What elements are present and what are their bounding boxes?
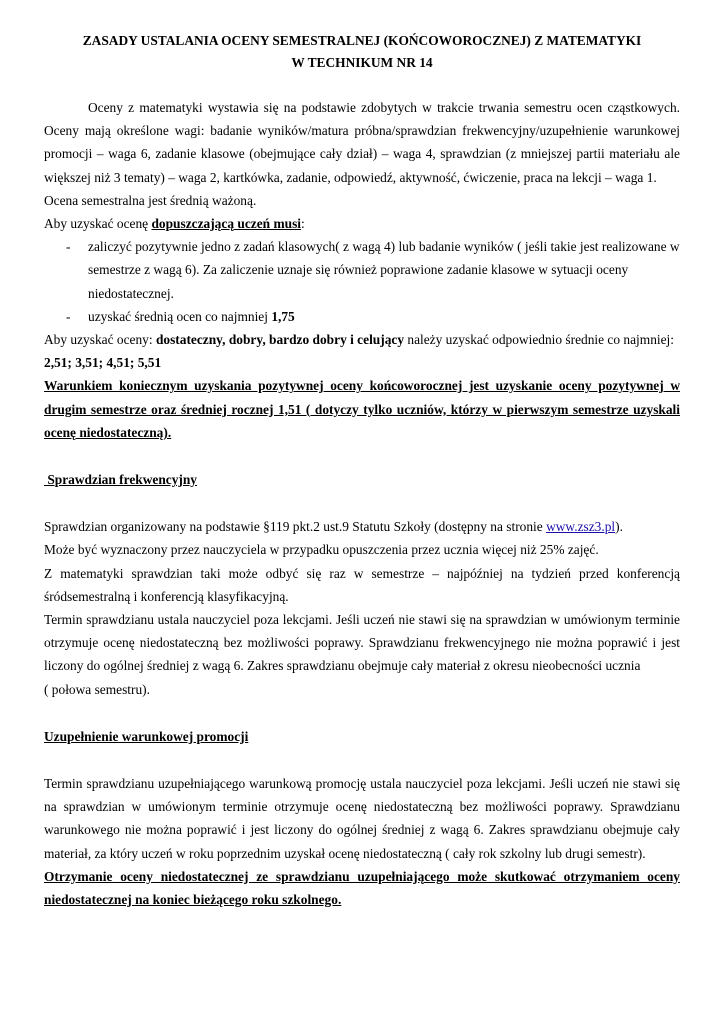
title-line-1: ZASADY USTALANIA OCENY SEMESTRALNEJ (KOŃCOWOROCZNEJ) Z MATEMATYKI	[82, 33, 642, 48]
conditional-promotion-warning: Otrzymanie oceny niedostatecznej ze sprawdzianu uzupełniającego może skutkować otrzymaniem oceny niedostatecznej na koniec bieżącego roku szkolnego.	[44, 868, 680, 908]
requirements-list	[44, 235, 680, 328]
school-website-link[interactable]: www.zsz3.pl	[546, 519, 616, 535]
attendance-test-scope: ( połowa semestru).	[44, 681, 150, 697]
attendance-test-rules: Termin sprawdzianu ustala nauczyciel poza lekcjami. Jeśli uczeń nie stawi się na sprawdzian w umówionym terminie otrzymuje ocenę niedostateczną bez możliwości poprawy. Sprawdzianu frekwencyjnego nie można poprawić i jest liczony do ogólnej średniej z wagą 6. Zakres sprawdzianu obejmuje cały materiał z okresu nieobecności ucznia	[44, 612, 680, 674]
passing-suffix: :	[301, 216, 305, 232]
list-item: - zaliczyć pozytywnie jedno z zadań klasowych( z wagą 4) lub badanie wyników ( jeśli takie jest realizowane w semestrze z wagą 6). Za zaliczenie uznaje się również poprawione zadanie klasowe w sytuacji oceny niedostatecznej.	[66, 239, 680, 301]
section-heading-conditional-promotion: Uzupełnienie warunkowej promocji	[44, 728, 249, 744]
min-average-value: 1,75	[271, 308, 295, 324]
document-page	[44, 30, 680, 911]
list-item: - uzyskać średnią ocen co najmniej 1,75	[66, 308, 295, 324]
title-line-2: W TECHNIKUM NR 14	[291, 55, 433, 70]
higher-grades-requirement: Aby uzyskać oceny: dostateczny, dobry, bardzo dobry i celujący należy uzyskać odpowiednio średnie co najmniej:	[44, 332, 674, 348]
attendance-test-frequency: Z matematyki sprawdzian taki może odbyć się raz w semestrze – najpóźniej na tydzień przed konferencją śródsemestralną i konferencją klasyfikacyjną.	[44, 565, 680, 604]
intro-paragraph: Oceny z matematyki wystawia się na podstawie zdobytych w trakcie trwania semestru ocen cząstkowych. Oceny mają określone wagi: badanie wyników/matura próbna/sprawdzian frekwencyjny/uzupełnienie warunkowej promocji – waga 6, zadanie klasowe (obejmujące cały dział) – waga 4, sprawdzian (z mniejszej partii materiału ale większej niż 3 tematy) – waga 2, kartkówka, zadanie, odpowiedź, aktywność, ćwiczenie, praca na lekcji – waga 1.	[44, 100, 680, 185]
attendance-test-trigger: Może być wyznaczony przez nauczyciela w przypadku opuszczenia przez ucznia więcej niż 25% zajęć.	[44, 542, 599, 558]
passing-grade-requirement	[44, 212, 680, 235]
section-heading-attendance-test: Sprawdzian frekwencyjny	[44, 472, 198, 488]
grade-names: dostateczny, dobry, bardzo dobry i celujący	[155, 332, 405, 348]
attendance-test-basis: Sprawdzian organizowany na podstawie §119 pkt.2 ust.9 Statutu Szkoły (dostępny na stronie www.zsz3.pl).	[44, 519, 623, 535]
conditional-promotion-rules: Termin sprawdzianu uzupełniającego warunkową promocję ustala nauczyciel poza lekcjami. Jeśli uczeń nie stawi się na sprawdzian w umówionym terminie otrzymuje ocenę niedostateczną bez możliwości poprawy. Sprawdzianu warunkowego nie można poprawić i jest liczony do ogólnej średniej z wagą 6. Zakres sprawdzianu obejmuje cały materiał, za który uczeń w roku poprzednim uzyskał ocenę niedostateczną ( cały rok szkolny lub drugi semestr).	[44, 776, 680, 861]
passing-student-must: uczeń musi	[237, 216, 301, 232]
weighted-average-note: Ocena semestralna jest średnią ważoną.	[44, 192, 257, 208]
passing-grade-term: dopuszczającą	[151, 216, 235, 232]
passing-prefix: Aby uzyskać ocenę	[44, 216, 152, 232]
annual-condition: Warunkiem koniecznym uzyskania pozytywnej oceny końcoworocznej jest uzyskanie oceny pozytywnej w drugim semestrze oraz średniej rocznej 1,51 ( dotyczy tylko uczniów, którzy w pierwszym semestrze uzyskali ocenę niedostateczną).	[44, 378, 680, 440]
grade-thresholds: 2,51; 3,51; 4,51; 5,51	[44, 355, 162, 371]
